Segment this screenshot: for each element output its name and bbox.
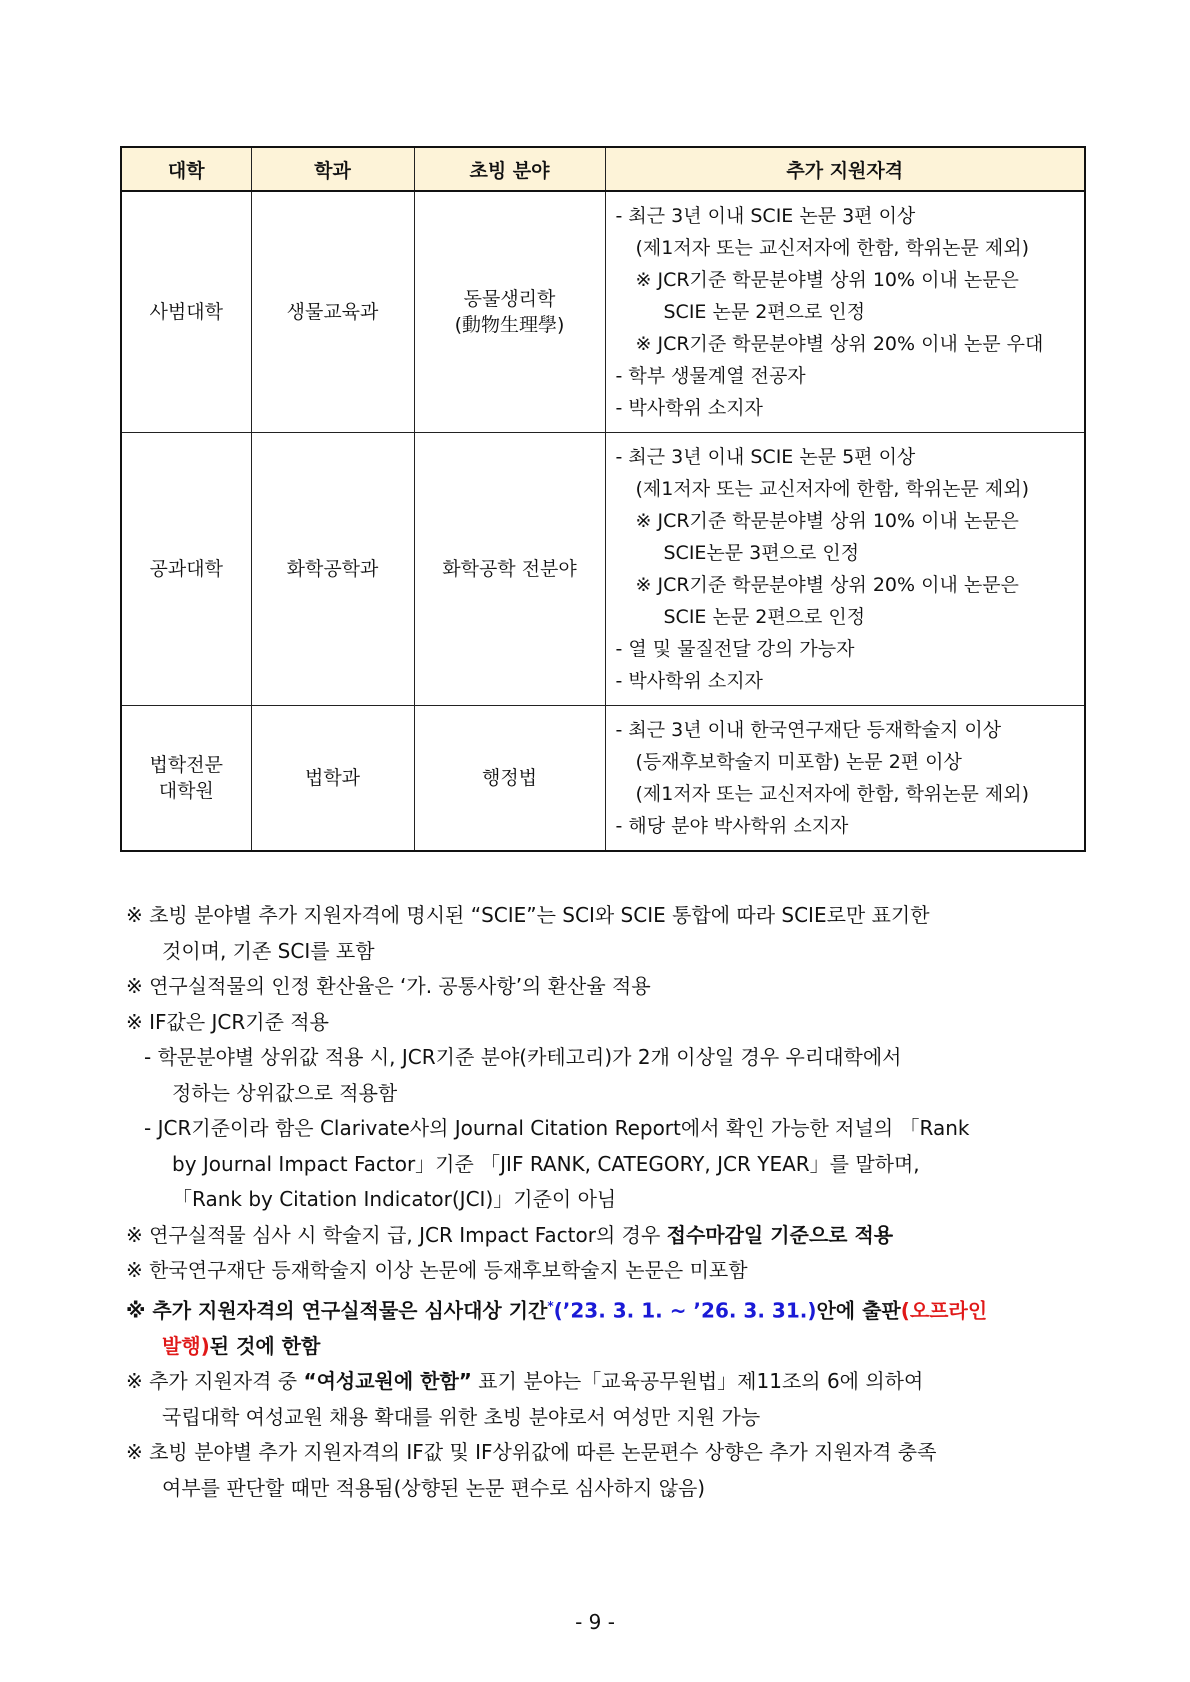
qualifications-cell xyxy=(605,433,1085,706)
qual-line: (제1저자 또는 교신저자에 한함, 학위논문 제외) xyxy=(635,478,1030,500)
department-cell: 법학과 xyxy=(251,706,414,852)
field-line: 화학공학 전분야 xyxy=(442,558,577,580)
qual-line: ※ JCR기준 학문분야별 상위 20% 이내 논문은 xyxy=(635,574,1019,596)
note-female-text: ※ 추가 지원자격 중 xyxy=(126,1369,304,1394)
note-female-emphasis: “여성교원에 한함” xyxy=(303,1369,472,1394)
note-review-period-end: 된 것에 한함 xyxy=(209,1333,321,1358)
note-if-upgrade-line1: ※ 초빙 분야별 추가 지원자격의 IF값 및 IF상위값에 따른 논문편수 상향은 추가 지원자격 충족 xyxy=(126,1440,937,1465)
qual-line: SCIE 논문 2편으로 인정 xyxy=(663,606,866,628)
qual-line: - 최근 3년 이내 SCIE 논문 3편 이상 xyxy=(615,205,916,227)
table-header-row xyxy=(121,147,1085,191)
table-row xyxy=(121,433,1085,706)
note-review-period-line1 xyxy=(126,1289,1084,1329)
header-field: 초빙 분야 xyxy=(414,147,605,191)
field-line: (動物生理學) xyxy=(454,314,565,336)
page-number: - 9 - xyxy=(575,1610,615,1634)
college-line: 법학전문 xyxy=(149,754,223,776)
note-if-upgrade-line2: 여부를 판단할 때만 적용됨(상향된 논문 편수로 심사하지 않음) xyxy=(162,1475,706,1500)
table-row xyxy=(121,191,1085,433)
table-row xyxy=(121,706,1085,852)
college-cell: 공과대학 xyxy=(121,433,251,706)
qual-line: (등재후보학술지 미포함) 논문 2편 이상 xyxy=(635,751,962,773)
note-review-basis-emphasis: 접수마감일 기준으로 적용 xyxy=(666,1222,894,1247)
note-top-value-line2: 정하는 상위값으로 적용함 xyxy=(172,1080,398,1105)
note-female-line1 xyxy=(126,1364,1084,1400)
qual-line: ※ JCR기준 학문분야별 상위 10% 이내 논문은 xyxy=(635,269,1019,291)
header-qualifications: 추가 지원자격 xyxy=(605,147,1085,191)
note-review-period-dates: (’23. 3. 1. ~ ’26. 3. 31.) xyxy=(553,1298,817,1323)
qual-line: - 열 및 물질전달 강의 가능자 xyxy=(615,638,855,660)
note-if-value: ※ IF값은 JCR기준 적용 xyxy=(126,1009,329,1034)
note-review-period-star: * xyxy=(547,1298,554,1313)
note-conversion-rate: ※ 연구실적물의 인정 환산율은 ‘가. 공통사항’의 환산율 적용 xyxy=(126,974,651,998)
note-review-period-publish: 안에 출판 xyxy=(816,1298,901,1323)
header-college: 대학 xyxy=(121,147,251,191)
note-review-basis xyxy=(126,1218,1084,1254)
qual-line: - 박사학위 소지자 xyxy=(615,670,763,692)
note-female-law: 표기 분야는「교육공무원법」제11조의 6에 의하여 xyxy=(471,1369,924,1394)
qual-line: ※ JCR기준 학문분야별 상위 20% 이내 논문 우대 xyxy=(635,333,1044,355)
qual-line: - 최근 3년 이내 SCIE 논문 5편 이상 xyxy=(615,446,916,468)
note-jcr-line1: - JCR기준이라 함은 Clarivate사의 Journal Citation Report에서 확인 가능한 저널의 「Rank xyxy=(144,1116,970,1140)
qual-line: - 박사학위 소지자 xyxy=(615,397,763,419)
qual-line: SCIE 논문 2편으로 인정 xyxy=(663,301,866,323)
college-cell xyxy=(121,706,251,852)
qual-line: ※ JCR기준 학문분야별 상위 10% 이내 논문은 xyxy=(635,510,1019,532)
college-line: 대학원 xyxy=(158,780,214,802)
qual-line: - 최근 3년 이내 한국연구재단 등재학술지 이상 xyxy=(615,719,1002,741)
qual-line: (제1저자 또는 교신저자에 한함, 학위논문 제외) xyxy=(635,783,1030,805)
qual-line: - 학부 생물계열 전공자 xyxy=(615,365,806,387)
note-review-period-text: ※ 추가 지원자격의 연구실적물은 심사대상 기간 xyxy=(126,1298,548,1323)
note-review-period-offline: (오프라인 xyxy=(900,1298,988,1323)
note-scie-line2: 것이며, 기존 SCI를 포함 xyxy=(162,938,375,963)
qualifications-cell xyxy=(605,706,1085,852)
note-review-period-issued: 발행) xyxy=(162,1333,210,1358)
field-line: 행정법 xyxy=(481,767,538,789)
note-female-line2: 국립대학 여성교원 채용 확대를 위한 초빙 분야로서 여성만 지원 가능 xyxy=(162,1404,761,1429)
header-department: 학과 xyxy=(251,147,414,191)
field-cell xyxy=(414,706,605,852)
notes-section xyxy=(126,898,1084,1506)
department-cell: 화학공학과 xyxy=(251,433,414,706)
note-review-period-line2 xyxy=(126,1329,1084,1365)
college-cell: 사범대학 xyxy=(121,191,251,433)
department-cell: 생물교육과 xyxy=(251,191,414,433)
field-line: 동물생리학 xyxy=(463,288,556,310)
requirements-table xyxy=(120,146,1086,852)
note-scie-line1: ※ 초빙 분야별 추가 지원자격에 명시된 “SCIE”는 SCI와 SCIE 통합에 따라 SCIE로만 표기한 xyxy=(126,903,930,927)
field-cell xyxy=(414,191,605,433)
qualifications-cell xyxy=(605,191,1085,433)
note-review-basis-text: ※ 연구실적물 심사 시 학술지 급, JCR Impact Factor의 경우 xyxy=(126,1222,667,1247)
qual-line: SCIE논문 3편으로 인정 xyxy=(663,542,860,564)
qual-line: (제1저자 또는 교신저자에 한함, 학위논문 제외) xyxy=(635,237,1030,259)
note-jcr-line3: 「Rank by Citation Indicator(JCI)」기준이 아님 xyxy=(172,1187,617,1211)
qual-line: - 해당 분야 박사학위 소지자 xyxy=(615,815,849,837)
note-top-value-line1: - 학문분야별 상위값 적용 시, JCR기준 분야(카테고리)가 2개 이상일 경우 우리대학에서 xyxy=(144,1045,902,1069)
note-jcr-line2: by Journal Impact Factor」기준 「JIF RANK, CATEGORY, JCR YEAR」를 말하며, xyxy=(172,1151,920,1176)
note-kci-journal: ※ 한국연구재단 등재학술지 이상 논문에 등재후보학술지 논문은 미포함 xyxy=(126,1258,748,1282)
field-cell xyxy=(414,433,605,706)
